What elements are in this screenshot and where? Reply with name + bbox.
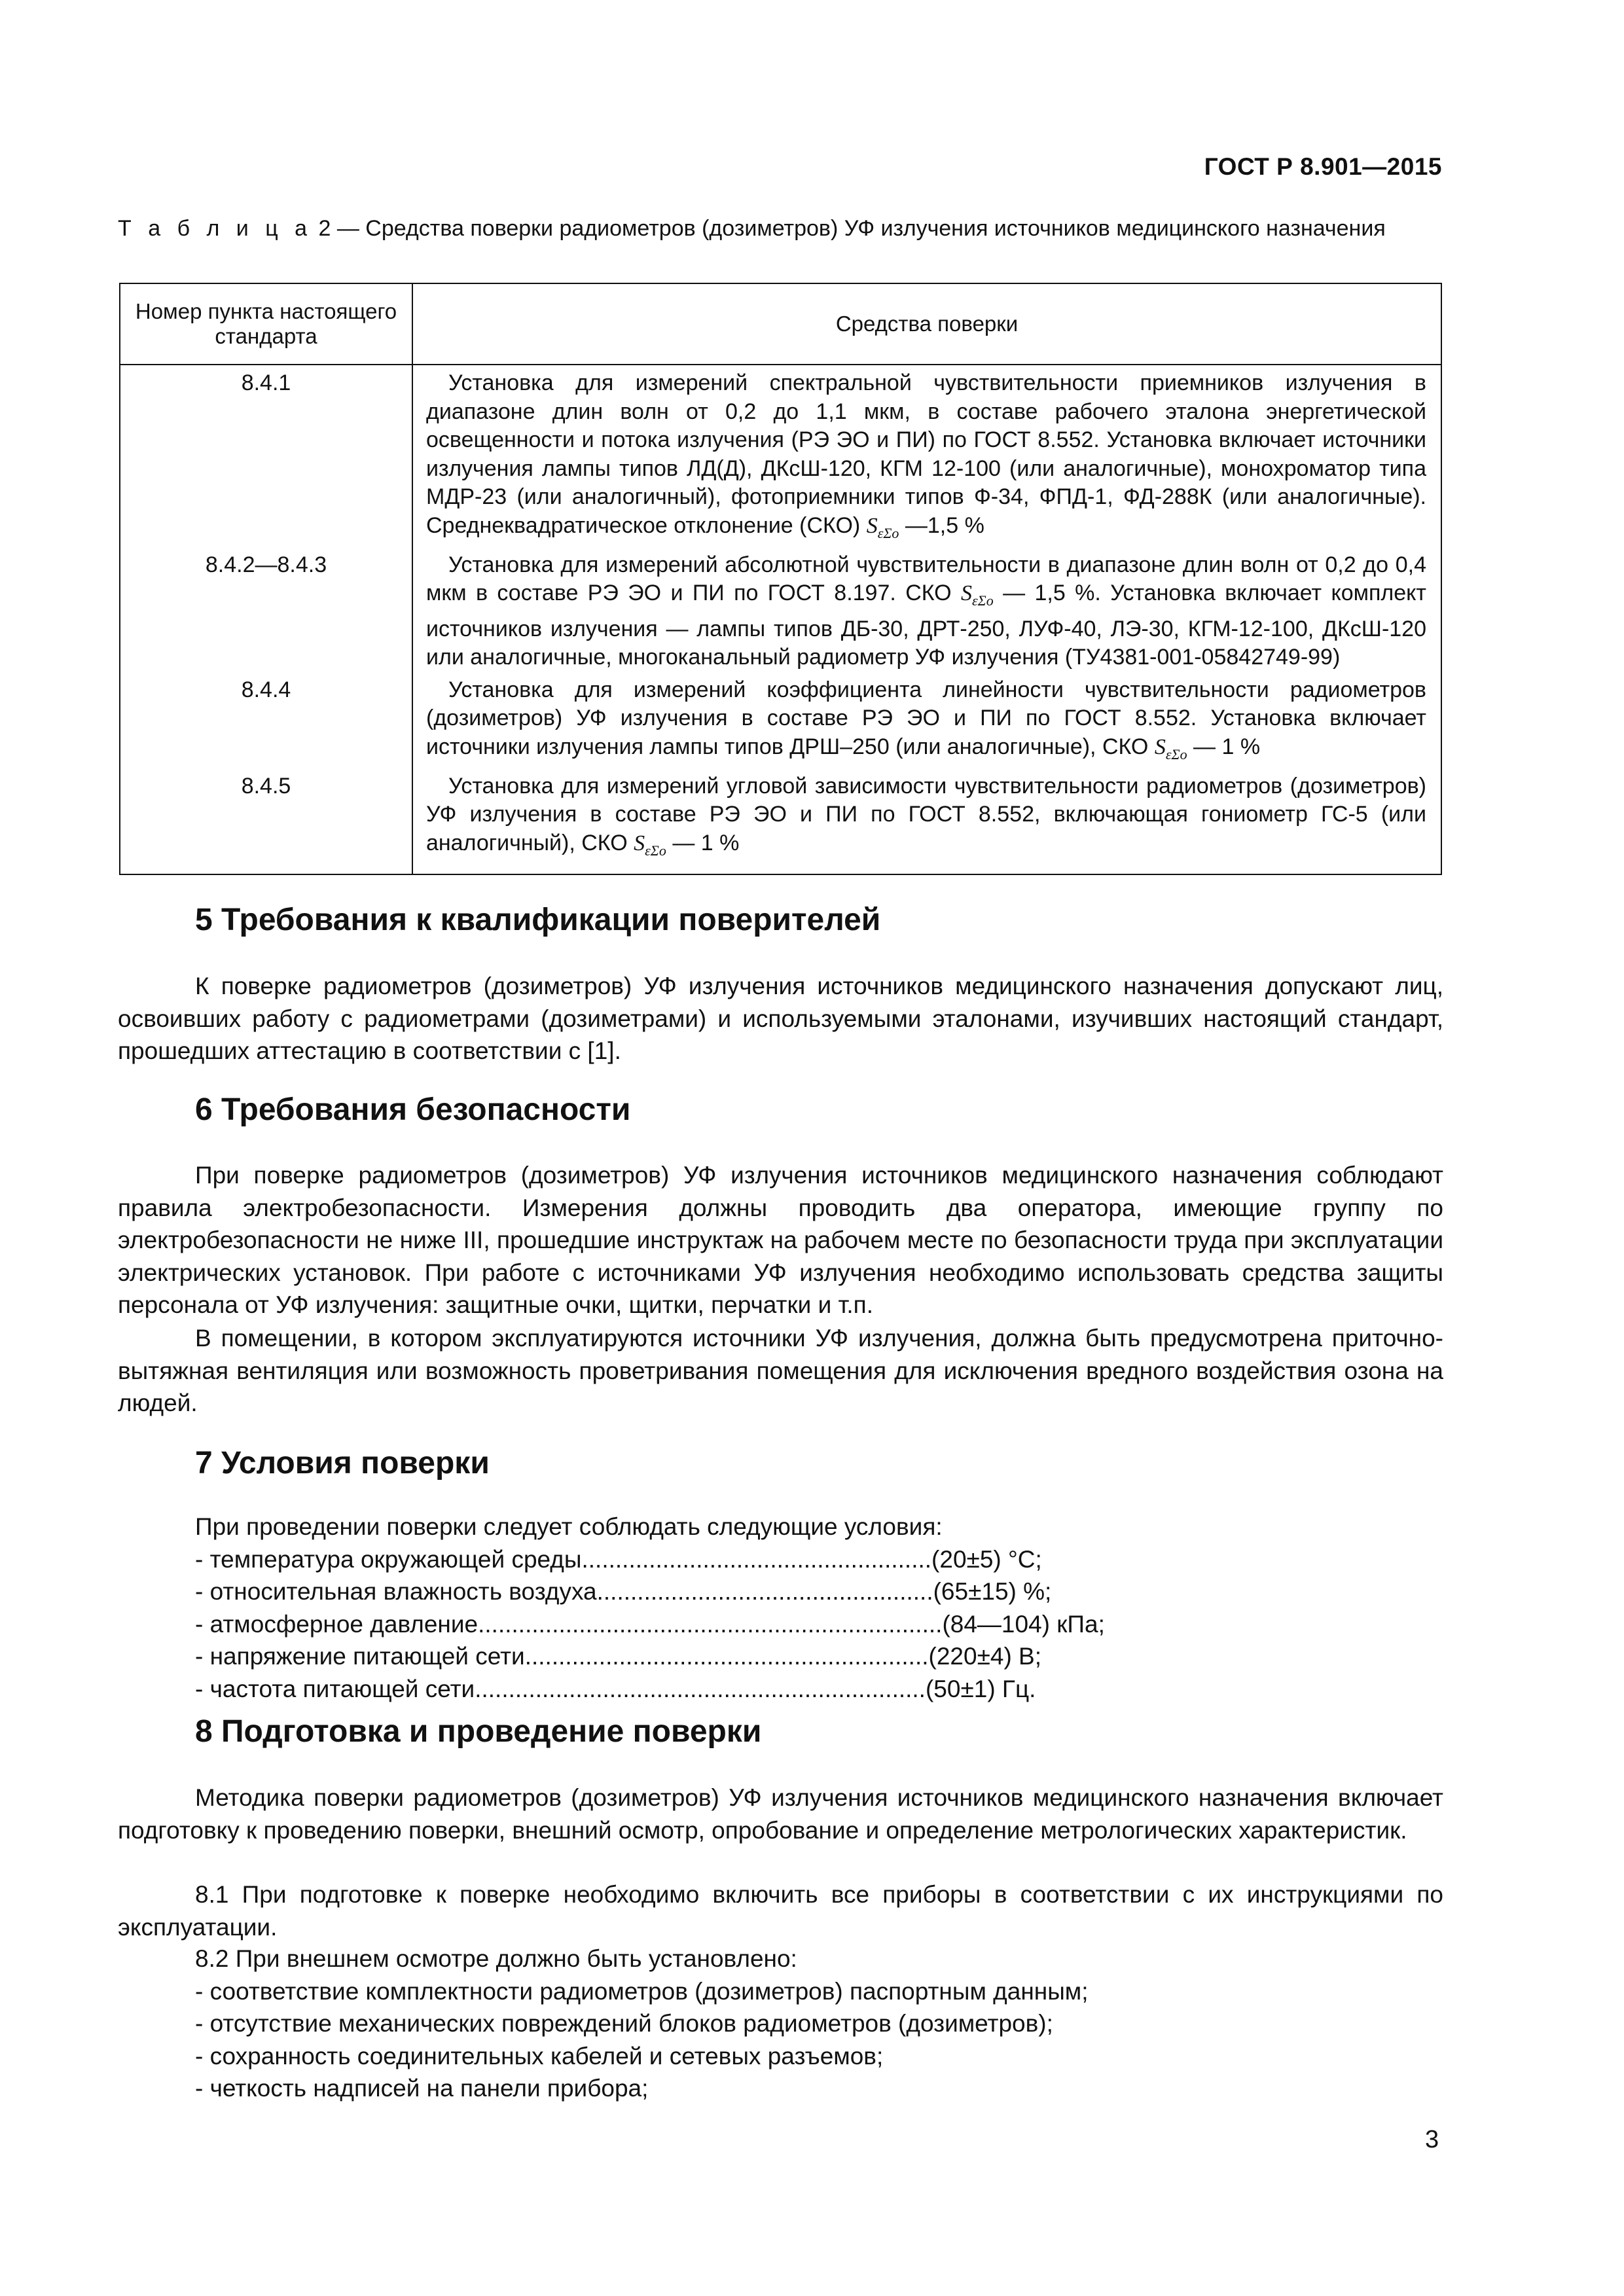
sigma-symbol bbox=[960, 581, 994, 609]
paragraph-text: В помещении, в котором эксплуатируются источники УФ излучения, должна быть предусмотрена приточно-вытяжная вентиляция или возможность проветривания помещения для исключения вредного воздействия озона на людей. bbox=[118, 1325, 1443, 1416]
sigma-letter: S bbox=[634, 831, 645, 855]
row-text: Установка для измерений угловой зависимости чувствительности радиометров (дозиметров) УФ излучения в составе РЭ ЭО и ПИ по ГОСТ 8.552, включающая гониометр ГС-5 (или аналогичный), СКО bbox=[426, 773, 1426, 855]
sigma-symbol bbox=[1154, 734, 1187, 762]
condition-item bbox=[195, 1608, 1242, 1641]
sigma-subscript: εΣo bbox=[645, 842, 666, 859]
leader-dots: ..................................................................... bbox=[478, 1610, 943, 1638]
list-item: - соответствие комплектности радиометров (дозиметров) паспортным данным; bbox=[195, 1977, 1089, 2005]
table-caption-prefix: Т а б л и ц а bbox=[118, 216, 313, 241]
condition-value: (50±1) Гц. bbox=[925, 1675, 1036, 1702]
verification-means-table bbox=[119, 283, 1442, 875]
list-item: - четкость надписей на панели прибора; bbox=[195, 2075, 649, 2102]
col-header-item-number: Номер пункта настоящего стандарта bbox=[120, 283, 412, 365]
row-description bbox=[412, 768, 1441, 874]
sigma-symbol bbox=[634, 831, 666, 859]
section-8-paragraph-1 bbox=[118, 1782, 1443, 1846]
row-item-number: 8.4.5 bbox=[120, 768, 412, 874]
section-7-heading: 7 Условия поверки bbox=[195, 1446, 490, 1480]
row-text: Установка для измерений спектральной чувствительности приемников излучения в диапазоне длин волн от 0,2 до 1,1 мкм, в составе рабочего эталона энергетической освещенности и потока излучения (РЭ ЭО и ПИ) по ГОСТ 8.552. Установка включает источники излучения лампы типов ЛД(Д), ДКсШ-120, КГМ 12-100 (или аналогичные), монохроматор типа МДР-23 (или аналогичный), фотоприемники типов Ф-34, ФПД-1, ФД-288К (или аналогичные). Среднеквадратическое отклонение (СКО) bbox=[426, 370, 1426, 538]
section-5-heading: 5 Требования к квалификации поверителей bbox=[195, 903, 881, 937]
sigma-letter: S bbox=[866, 513, 878, 538]
conditions-intro: При проведении поверки следует соблюдать следующие условия: bbox=[195, 1513, 943, 1540]
row-item-number: 8.4.4 bbox=[120, 672, 412, 768]
sigma-subscript: εΣo bbox=[971, 592, 994, 609]
leader-dots: .................................................. bbox=[596, 1578, 933, 1605]
section-6-paragraph-1 bbox=[118, 1159, 1443, 1321]
condition-label: - температура окружающей среды bbox=[195, 1545, 582, 1573]
paragraph-text: При поверке радиометров (дозиметров) УФ излучения источников медицинского назначения соблюдают правила электробезопасности. Измерения должны проводить два оператора, имеющие группу по электробезопасности не ниже III, прошедшие инструктаж на рабочем месте по безопасности труда при эксплуатации электрических установок. При работе с источниками УФ излучения необходимо использовать средства защиты персонала от УФ излучения: защитные очки, щитки, перчатки и т.п. bbox=[118, 1162, 1443, 1318]
condition-item bbox=[195, 1543, 1242, 1576]
col-header-means: Средства поверки bbox=[412, 283, 1441, 365]
row-description bbox=[412, 672, 1441, 768]
sigma-letter: S bbox=[1154, 734, 1166, 759]
inspection-intro: 8.2 При внешнем осмотре должно быть установлено: bbox=[195, 1945, 797, 1972]
condition-item bbox=[195, 1575, 1242, 1608]
leader-dots: ................................................................... bbox=[475, 1675, 926, 1702]
condition-value: (84—104) кПа; bbox=[942, 1610, 1105, 1638]
table-caption-text: 2 — Средства поверки радиометров (дозиметров) УФ излучения источников медицинского назначения bbox=[312, 216, 1386, 241]
page-number: 3 bbox=[1425, 2126, 1439, 2153]
list-item: - сохранность соединительных кабелей и сетевых разъемов; bbox=[195, 2042, 884, 2070]
section-6-heading: 6 Требования безопасности bbox=[195, 1092, 631, 1127]
conditions-list bbox=[195, 1511, 1242, 1705]
table-caption bbox=[118, 215, 1443, 242]
inspection-list bbox=[195, 1943, 1242, 2105]
row-description bbox=[412, 547, 1441, 672]
document-code: ГОСТ Р 8.901—2015 bbox=[1204, 153, 1442, 180]
row-text: Установка для измерений абсолютной чувствительности в диапазоне длин волн от 0,2 до 0,4 мкм в составе РЭ ЭО и ПИ по ГОСТ 8.197. СКО bbox=[426, 552, 1426, 606]
leader-dots: .................................................... bbox=[581, 1545, 932, 1573]
table-row bbox=[120, 365, 1441, 547]
leader-dots: ............................................................ bbox=[524, 1643, 929, 1670]
paragraph-text: Методика поверки радиометров (дозиметров) УФ излучения источников медицинского назначения включает подготовку к проведению поверки, внешний осмотр, опробование и определение метрологических характеристик. bbox=[118, 1784, 1443, 1844]
row-text-tail: — 1 % bbox=[666, 830, 740, 855]
row-text-tail: — 1,5 %. Установка включает комплект источников излучения — лампы типов ДБ-30, ДРТ-250, ЛУФ-40, ЛЭ-30, КГМ-12-100, ДКсШ-120 или аналогичные, многоканальный радиометр УФ излучения (ТУ4381-001-05842749-99) bbox=[426, 581, 1426, 670]
sigma-subscript: εΣo bbox=[1165, 745, 1187, 762]
condition-item bbox=[195, 1640, 1242, 1673]
section-8-heading: 8 Подготовка и проведение поверки bbox=[195, 1714, 762, 1749]
table-row bbox=[120, 768, 1441, 874]
condition-value: (65±15) %; bbox=[933, 1578, 1052, 1605]
row-text: Установка для измерений коэффициента линейности чувствительности радиометров (дозиметров) УФ излучения в составе РЭ ЭО и ПИ по ГОСТ 8.552. Установка включает источники излучения лампы типов ДРШ–250 (или аналогичные), СКО bbox=[426, 677, 1426, 759]
paragraph-text: 8.1 При подготовке к поверке необходимо включить все приборы в соответствии с их инструкциями по эксплуатации. bbox=[118, 1881, 1443, 1941]
condition-label: - относительная влажность воздуха bbox=[195, 1578, 597, 1605]
verification-table-container bbox=[119, 283, 1442, 875]
section-5-paragraph bbox=[118, 970, 1443, 1067]
row-item-number: 8.4.1 bbox=[120, 365, 412, 547]
list-item: - отсутствие механических повреждений блоков радиометров (дозиметров); bbox=[195, 2010, 1053, 2037]
table-header-row bbox=[120, 283, 1441, 365]
sigma-subscript: εΣo bbox=[877, 524, 899, 541]
paragraph-text: К поверке радиометров (дозиметров) УФ излучения источников медицинского назначения допускают лиц, освоивших работу с радиометрами (дозиметрами) и используемыми эталонами, изучивших настоящий стандарт, прошедших аттестацию в соответствии с [1]. bbox=[118, 973, 1443, 1064]
row-text-tail: —1,5 % bbox=[905, 512, 984, 538]
condition-item bbox=[195, 1673, 1242, 1706]
table-row bbox=[120, 672, 1441, 768]
condition-value: (220±4) В; bbox=[928, 1643, 1042, 1670]
row-item-number: 8.4.2—8.4.3 bbox=[120, 547, 412, 672]
row-description bbox=[412, 365, 1441, 547]
section-6-paragraph-2 bbox=[118, 1322, 1443, 1420]
condition-label: - атмосферное давление bbox=[195, 1610, 478, 1638]
row-text-tail: — 1 % bbox=[1187, 734, 1261, 759]
condition-value: (20±5) °С; bbox=[931, 1545, 1042, 1573]
section-8-paragraph-2 bbox=[118, 1878, 1443, 1943]
table-row bbox=[120, 547, 1441, 672]
condition-label: - частота питающей сети bbox=[195, 1675, 475, 1702]
sigma-symbol bbox=[866, 513, 899, 541]
sigma-letter: S bbox=[960, 581, 972, 606]
condition-label: - напряжение питающей сети bbox=[195, 1643, 525, 1670]
